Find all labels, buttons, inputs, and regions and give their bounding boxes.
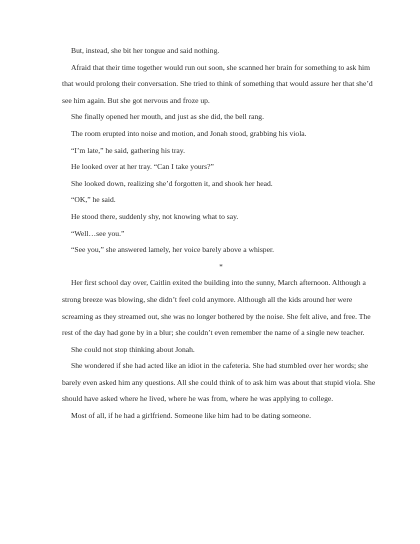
paragraph: Her first school day over, Caitlin exited the building into the sunny, March afternoon. Although a strong breeze was blowing, she didn’t feel cold anymore. Although all the kids around her were screaming as they streamed out, she was no longer bothered by the noise. She felt alive, and free. The rest of the day had gone by in a blur; she couldn’t even remember the name of a single new teacher. <box>62 278 371 338</box>
paragraph: The room erupted into noise and motion, and Jonah stood, grabbing his viola. <box>71 128 307 138</box>
paragraph: “OK,” he said. <box>71 195 116 205</box>
paragraph: She finally opened her mouth, and just as she did, the bell rang. <box>71 112 264 122</box>
paragraph: She looked down, realizing she’d forgotten it, and shook her head. <box>71 178 273 188</box>
paragraph: Most of all, if he had a girlfriend. Someone like him had to be dating someone. <box>71 411 311 421</box>
scene-break: * <box>219 262 223 271</box>
paragraph: “See you,” she answered lamely, her voice barely above a whisper. <box>71 245 274 255</box>
paragraph: He stood there, suddenly shy, not knowing what to say. <box>71 211 239 221</box>
paragraph: “I’m late,” he said, gathering his tray. <box>71 145 186 155</box>
paragraph: She wondered if she had acted like an idiot in the cafeteria. She had stumbled over her words; she barely even asked him any questions. All she could think of to ask him was about that stupid viola. She should have asked where he lived, where he was from, where he was applying to college. <box>62 361 376 404</box>
paragraph: He looked over at her tray. “Can I take yours?” <box>71 162 214 172</box>
paragraph: But, instead, she bit her tongue and said nothing. <box>71 46 220 55</box>
paragraph: She could not stop thinking about Jonah. <box>71 344 195 354</box>
paragraph: Afraid that their time together would run out soon, she scanned her brain for something to ask him that would prolong their conversation. She tried to think of something that would assure her that she’d see him again. But she got nervous and froze up. <box>62 62 373 105</box>
body-text <box>62 43 380 425</box>
paragraph: “Well…see you.” <box>71 228 125 238</box>
